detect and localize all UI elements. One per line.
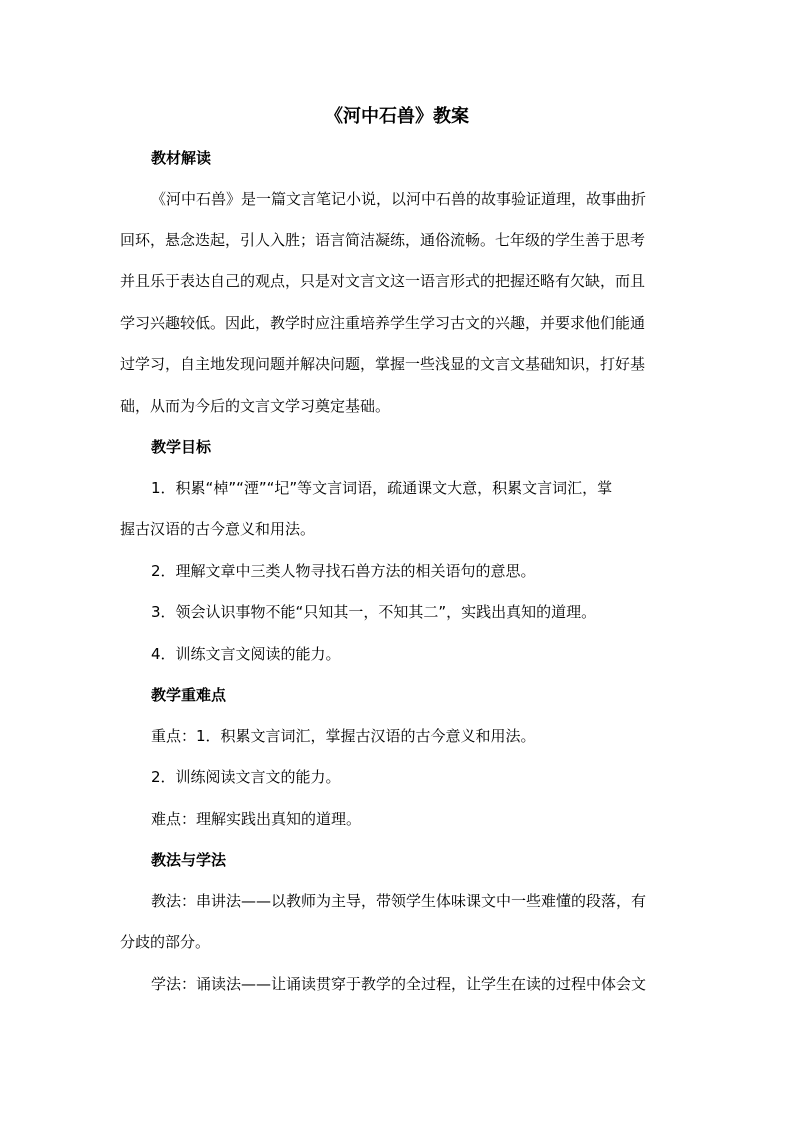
paragraph-line: 分歧的部分。 (120, 933, 211, 951)
document-title: 《河中石兽》教案 (325, 106, 469, 127)
list-item-line: 1．积累“棹”“湮”“圮”等文言词语，疏通课文大意，积累文言词汇，掌 (151, 479, 613, 497)
section-heading-key-difficult-points: 教学重难点 (151, 686, 227, 704)
section-heading-textbook-analysis: 教材解读 (151, 149, 212, 167)
difficult-point-line: 难点：理解实践出真知的道理。 (151, 810, 362, 828)
section-heading-teaching-goals: 教学目标 (151, 438, 212, 456)
paragraph-line: 础，从而为今后的文言文学习奠定基础。 (120, 397, 391, 415)
list-item-line: 握古汉语的古今意义和用法。 (120, 520, 316, 538)
paragraph-line: 回环，悬念迭起，引人入胜；语言简洁凝练，通俗流畅。七年级的学生善于思考 (120, 231, 646, 249)
section-heading-methods: 教法与学法 (151, 851, 227, 869)
paragraph-line: 学法：诵读法——让诵读贯穿于教学的全过程，让学生在读的过程中体会文 (151, 975, 647, 993)
key-point-line: 重点：1．积累文言词汇，掌握古汉语的古今意义和用法。 (151, 727, 536, 745)
paragraph-line: 《河中石兽》是一篇文言笔记小说，以河中石兽的故事验证道理，故事曲折 (151, 190, 647, 208)
list-item-line: 3．领会认识事物不能“只知其一，不知其二”，实践出真知的道理。 (151, 603, 597, 621)
paragraph-line: 学习兴趣较低。因此，教学时应注重培养学生学习古文的兴趣，并要求他们能通 (120, 314, 646, 332)
list-item-line: 4．训练文言文阅读的能力。 (151, 645, 341, 663)
paragraph-line: 并且乐于表达自己的观点，只是对文言文这一语言形式的把握还略有欠缺，而且 (120, 272, 646, 290)
paragraph-line: 教法：串讲法——以教师为主导，带领学生体味课文中一些难懂的段落，有 (151, 892, 647, 910)
paragraph-line: 过学习，自主地发现问题并解决问题，掌握一些浅显的文言文基础知识，打好基 (120, 355, 646, 373)
list-item-line: 2．理解文章中三类人物寻找石兽方法的相关语句的意思。 (151, 562, 536, 580)
key-point-line: 2．训练阅读文言文的能力。 (151, 768, 341, 786)
